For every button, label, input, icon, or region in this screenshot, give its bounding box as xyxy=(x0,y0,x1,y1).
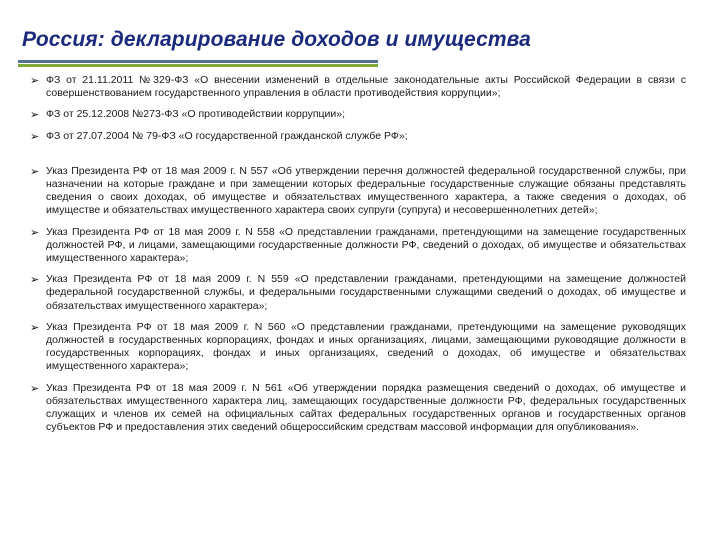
arrow-bullet-icon: ➢ xyxy=(30,164,40,178)
underline-bottom-bar xyxy=(18,64,378,67)
arrow-bullet-icon: ➢ xyxy=(30,74,40,87)
list-item-text: Указ Президента РФ от 18 мая 2009 г. N 559 «О представлении гражданами, претендующими на замещение должностей федеральной государственной службы, и федеральными государственными служащими сведений о доходах, об имуществе и обязательствах имущественного характера»; xyxy=(46,273,686,312)
list-item-text: Указ Президента РФ от 18 мая 2009 г. N 557 «Об утверждении перечня должностей федеральной государственной службы, при назначении на которые граждане и при замещении которых федеральные государственные служащие обязаны представлять сведения о своих доходах, об имуществе и обязательствах имущественного характера, а также сведения о доходах, об имуществе и обязательствах имущественного характера своих супруги (супруга) и несовершеннолетних детей»; xyxy=(46,164,686,217)
list-item xyxy=(30,226,686,266)
page-title: Россия: декларирование доходов и имущества xyxy=(22,28,531,51)
arrow-bullet-icon: ➢ xyxy=(30,129,40,143)
list-item-text: Указ Президента РФ от 18 мая 2009 г. N 561 «Об утверждении порядка размещения сведений о доходах, об имуществе и обязательствах имущественного характера лиц, замещающих государственные должности РФ, федеральных государственных служащих и членов их семей на официальных сайтах федеральных государственных органов и государственных органов субъектов РФ и предоставления этих сведений общероссийским средствам массовой информации для опубликования». xyxy=(46,381,686,434)
list-item-text: Указ Президента РФ от 18 мая 2009 г. N 560 «О представлении гражданами, претендующими на замещение руководящих должностей в государственных корпорациях, фондах и иных организациях, лицами, замещающими руководящие должности в государственных корпорациях, фондах и иных организациях, сведений о доходах, об имуществе и обязательствах имущественного характера»; xyxy=(46,320,686,373)
arrow-bullet-icon: ➢ xyxy=(30,225,40,239)
list-item xyxy=(30,130,686,143)
list-item xyxy=(30,321,686,374)
list-item-text: ФЗ от 27.07.2004 № 79-ФЗ «О государственной гражданской службе РФ»; xyxy=(46,129,408,142)
arrow-bullet-icon: ➢ xyxy=(30,320,40,334)
list-item xyxy=(30,165,686,218)
list-item xyxy=(30,108,686,121)
list-item-text: Указ Президента РФ от 18 мая 2009 г. N 558 «О представлении гражданами, претендующими на замещение государственных должностей РФ, и лицами, замещающими государственные должности РФ, сведений о доходах, об имуществе и обязательствах имущественного характера»; xyxy=(46,225,686,265)
arrow-bullet-icon: ➢ xyxy=(30,108,40,122)
list-item-text: ФЗ от 25.12.2008 №273-ФЗ «О противодействии коррупции»; xyxy=(46,108,346,121)
arrow-bullet-icon: ➢ xyxy=(30,381,40,395)
legal-acts-list xyxy=(30,74,686,442)
underline-top-bar xyxy=(18,60,378,63)
list-item xyxy=(30,74,686,100)
list-item-text: ФЗ от 21.11.2011 №329-ФЗ «О внесении изменений в отдельные законодательные акты Российской Федерации в связи с совершенствованием государственного управления в области противодействия коррупции»; xyxy=(46,74,686,100)
list-item xyxy=(30,382,686,435)
title-underline xyxy=(18,60,378,68)
arrow-bullet-icon: ➢ xyxy=(30,273,40,287)
list-item xyxy=(30,273,686,313)
